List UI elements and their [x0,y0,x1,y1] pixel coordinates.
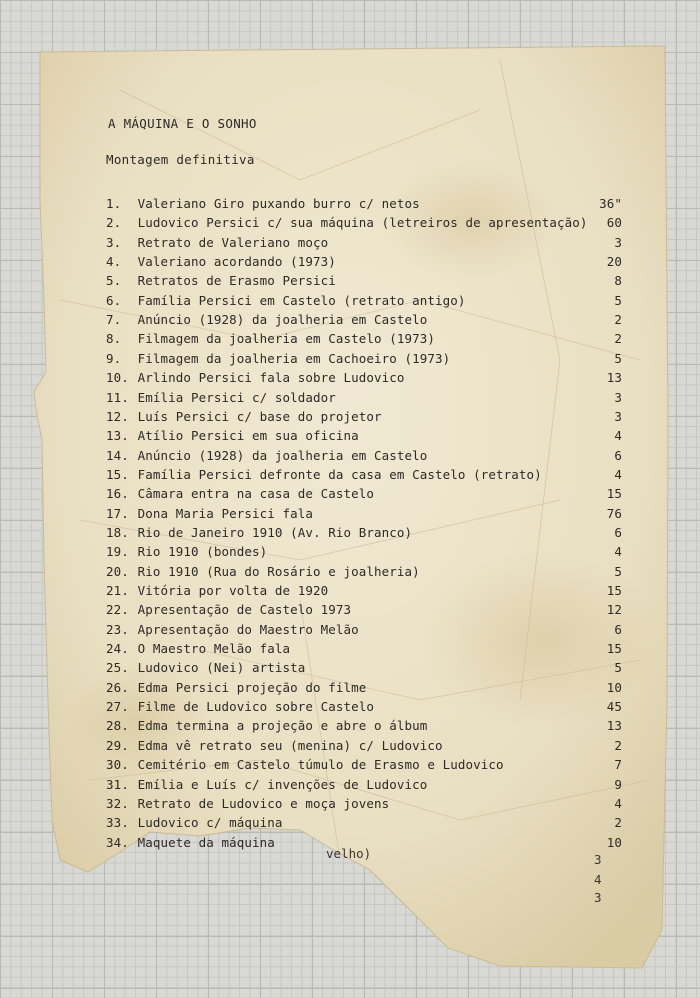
item-description: Arlindo Persici fala sobre Ludovico [137,370,405,386]
item-description: Família Persici em Castelo (retrato antigo) [137,292,466,308]
item-description: Família Persici defronte da casa em Castelo (retrato) [137,466,542,482]
item-number: 22. [106,602,129,618]
item-description: Edma vê retrato seu (menina) c/ Ludovico [137,737,443,753]
item-description: Valeriano Giro puxando burro c/ netos [137,196,420,211]
list-item [106,196,636,216]
item-description: Valeriano acordando (1973) [137,254,336,270]
extra-duration: 3 [594,852,602,867]
list-item [106,738,636,758]
item-description: Apresentação do Maestro Melão [137,621,359,637]
item-number: 6. [106,292,122,308]
item-duration: 5 [614,292,622,308]
item-number: 10. [106,370,129,386]
item-duration: 2 [614,331,622,347]
item-description: Filmagem da joalheria em Cachoeiro (1973) [137,350,451,366]
list-item [106,235,636,255]
item-description: Retrato de Ludovico e moça jovens [137,795,390,811]
item-description: O Maestro Melão fala [137,641,291,657]
item-number: 33. [106,815,129,831]
item-duration: 6 [614,447,622,463]
list-item [106,699,636,719]
item-duration: 3 [614,234,622,250]
list-item [106,641,636,661]
item-description: Anúncio (1928) da joalheria em Castelo [137,312,428,328]
torn-fragment-text: velho) [326,846,372,861]
item-description: Retrato de Valeriano moço [137,234,329,250]
list-item [106,564,636,584]
item-description: Rio 1910 (bondes) [137,544,268,560]
item-duration: 2 [614,312,622,328]
list-item [106,660,636,680]
item-description: Vitória por volta de 1920 [137,583,329,598]
item-number: 30. [106,757,129,773]
item-description: Edma termina a projeção e abre o álbum [137,718,428,734]
item-number: 26. [106,679,129,695]
item-description: Câmara entra na casa de Castelo [137,486,375,502]
item-duration: 10 [606,834,622,850]
item-number: 28. [106,718,129,734]
item-duration: 36" [599,196,622,211]
list-item [106,680,636,700]
item-number: 18. [106,524,129,540]
item-number: 14. [106,447,129,463]
item-description: Rio 1910 (Rua do Rosário e joalheria) [137,563,420,579]
item-duration: 5 [614,660,622,676]
item-description: Maquete da máquina [137,834,275,850]
list-item [106,583,636,603]
item-number: 31. [106,776,129,792]
item-duration: 76 [606,505,622,521]
list-item [106,506,636,526]
item-description: Ludovico Persici c/ sua máquina (letreiros de apresentação) [137,215,588,231]
list-item [106,273,636,293]
list-item [106,254,636,274]
list-item [106,312,636,332]
item-description: Dona Maria Persici fala [137,505,314,521]
item-duration: 2 [614,815,622,831]
item-number: 19. [106,544,129,560]
extra-duration: 3 [594,890,602,905]
item-description: Retratos de Erasmo Persici [137,273,336,289]
item-number: 7. [106,312,122,328]
item-duration: 5 [614,563,622,579]
list-item [106,757,636,777]
list-item [106,409,636,429]
item-number: 25. [106,660,129,676]
item-description: Ludovico c/ máquina [137,815,283,831]
item-duration: 2 [614,737,622,753]
item-number: 1. [106,196,122,211]
item-duration: 13 [606,718,622,734]
item-description: Apresentação de Castelo 1973 [137,602,352,618]
item-duration: 4 [614,544,622,560]
item-description: Cemitério em Castelo túmulo de Erasmo e Ludovico [137,757,504,773]
item-number: 23. [106,621,129,637]
list-item [106,486,636,506]
item-number: 29. [106,737,129,753]
item-duration: 7 [614,757,622,773]
item-description: Rio de Janeiro 1910 (Av. Rio Branco) [137,524,413,540]
item-description: Ludovico (Nei) artista [137,660,306,676]
item-number: 8. [106,331,122,347]
list-item [106,331,636,351]
item-description: Luís Persici c/ base do projetor [137,408,382,424]
item-number: 27. [106,699,129,715]
item-duration: 20 [606,254,622,270]
item-number: 21. [106,583,129,598]
item-duration: 10 [606,679,622,695]
item-number: 17. [106,505,129,521]
item-duration: 3 [614,408,622,424]
list-item [106,370,636,390]
list-item [106,448,636,468]
item-duration: 4 [614,428,622,444]
item-description: Atílio Persici em sua oficina [137,428,359,444]
item-number: 3. [106,234,122,250]
list-item [106,293,636,313]
list-item [106,215,636,235]
item-description: Emília Persici c/ soldador [137,389,336,405]
item-number: 15. [106,466,129,482]
item-duration: 15 [606,583,622,598]
item-number: 9. [106,350,122,366]
item-duration: 6 [614,524,622,540]
document-subtitle: Montagem definitiva [106,152,255,167]
item-number: 16. [106,486,129,502]
item-duration: 6 [614,621,622,637]
item-duration: 4 [614,795,622,811]
list-item [106,718,636,738]
item-duration: 5 [614,350,622,366]
item-number: 34. [106,834,129,850]
item-duration: 13 [606,370,622,386]
extra-duration: 4 [594,872,602,887]
list-item [106,525,636,545]
list-item [106,777,636,797]
item-description: Emília e Luís c/ invenções de Ludovico [137,776,428,792]
item-duration: 4 [614,466,622,482]
item-duration: 9 [614,776,622,792]
item-duration: 45 [606,699,622,715]
list-item [106,622,636,642]
item-description: Filme de Ludovico sobre Castelo [137,699,375,715]
item-description: Filmagem da joalheria em Castelo (1973) [137,331,436,347]
item-duration: 60 [606,215,622,231]
list-item [106,428,636,448]
item-number: 13. [106,428,129,444]
item-number: 24. [106,641,129,657]
list-item [106,467,636,487]
item-description: Anúncio (1928) da joalheria em Castelo [137,447,428,463]
list-item [106,544,636,564]
document-title: A MÁQUINA E O SONHO [108,116,257,131]
list-item [106,390,636,410]
item-number: 32. [106,795,129,811]
item-number: 11. [106,389,129,405]
item-duration: 3 [614,389,622,405]
item-number: 2. [106,215,122,231]
item-description: Edma Persici projeção do filme [137,679,367,695]
list-item [106,796,636,816]
item-number: 4. [106,254,122,270]
list-item [106,815,636,835]
item-duration: 12 [606,602,622,618]
item-number: 20. [106,563,129,579]
item-number: 12. [106,408,129,424]
item-duration: 15 [606,486,622,502]
list-item [106,351,636,371]
item-duration: 15 [606,641,622,657]
item-number: 5. [106,273,122,289]
list-item [106,602,636,622]
item-duration: 8 [614,273,622,289]
